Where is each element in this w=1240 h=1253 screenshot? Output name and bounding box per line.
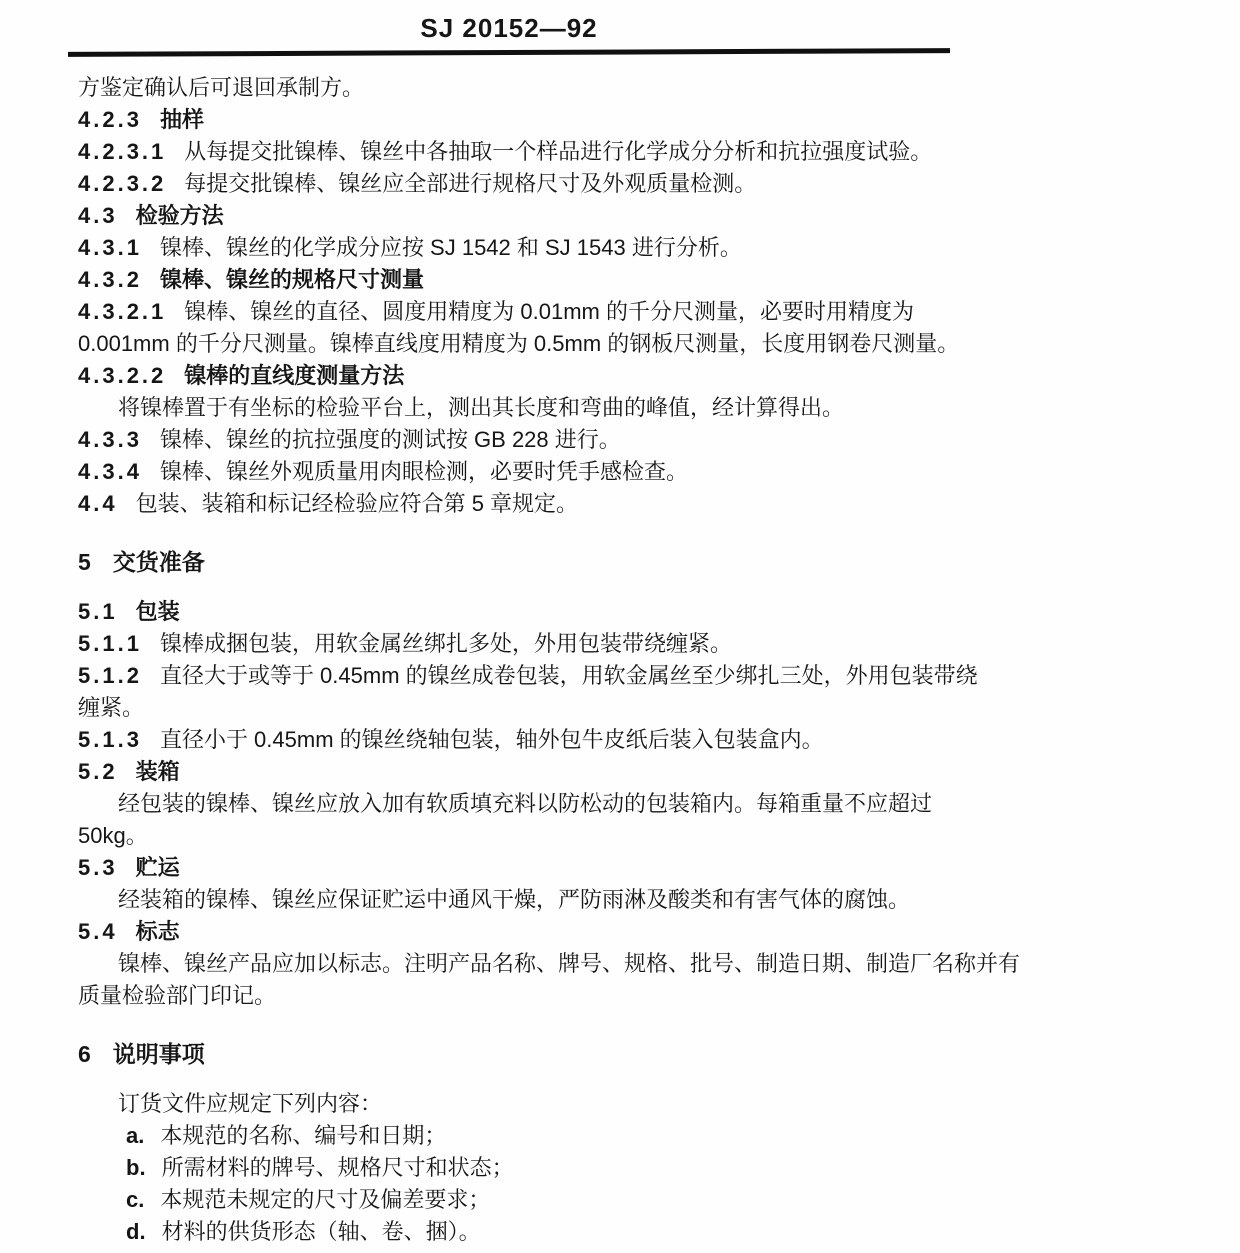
clause-paragraph xyxy=(78,488,950,520)
line-text: 订货文件应规定下列内容： xyxy=(118,1091,383,1116)
line-text: 方鉴定确认后可退回承制方。 xyxy=(78,75,365,100)
line-text: 贮运 xyxy=(135,855,180,880)
line-text: 交货准备 xyxy=(112,549,205,575)
clause-number: 4.2.3 xyxy=(78,107,142,132)
clause-paragraph xyxy=(78,296,950,328)
line-text: 缠紧。 xyxy=(78,695,145,720)
clause-heading xyxy=(78,916,950,948)
clause-number: 5.1 xyxy=(78,599,118,624)
clause-number: 5.4 xyxy=(78,919,118,944)
line-text: 所需材料的牌号、规格尺寸和状态； xyxy=(161,1155,514,1180)
clause-number: 4.3.1 xyxy=(78,235,142,260)
line-text: 每提交批镍棒、镍丝应全部进行规格尺寸及外观质量检测。 xyxy=(184,171,757,196)
line-text: 本规范的名称、编号和日期； xyxy=(160,1123,447,1148)
list-marker: a. xyxy=(126,1123,145,1148)
line-text: 直径大于或等于 0.45mm 的镍丝成卷包装，用软金属丝至少绑扎三处，外用包装带绕 xyxy=(159,663,978,688)
clause-number: 4.4 xyxy=(78,491,118,516)
clause-number: 4.3.2.1 xyxy=(78,299,167,324)
clause-number: 4.2.3.2 xyxy=(78,171,167,196)
paragraph xyxy=(78,692,950,724)
clause-number: 4.3.2.2 xyxy=(78,363,167,388)
list-marker: d. xyxy=(126,1219,146,1244)
line-text: 镍棒、镍丝的直径、圆度用精度为 0.01mm 的千分尺测量，必要时用精度为 xyxy=(184,299,914,324)
clause-number: 5.1.1 xyxy=(78,631,142,656)
paragraph xyxy=(78,328,960,360)
line-text: 材料的供货形态（轴、卷、捆）。 xyxy=(161,1219,481,1244)
line-text: 镍棒、镍丝的化学成分应按 SJ 1542 和 SJ 1543 进行分析。 xyxy=(159,235,742,260)
standard-number: SJ 20152—92 xyxy=(420,13,598,43)
section-heading xyxy=(78,546,950,578)
line-text: 包装、装箱和标记经检验应符合第 5 章规定。 xyxy=(135,491,579,516)
line-text: 包装 xyxy=(135,599,180,624)
line-text: 从每提交批镍棒、镍丝中各抽取一个样品进行化学成分分析和抗拉强度试验。 xyxy=(184,139,933,164)
clause-paragraph xyxy=(78,456,950,488)
line-text: 说明事项 xyxy=(112,1041,205,1067)
clause-heading xyxy=(78,596,950,628)
list-item xyxy=(78,1216,950,1248)
paragraph xyxy=(78,948,1021,980)
clause-number: 5.1.3 xyxy=(78,727,142,752)
clause-paragraph xyxy=(78,660,978,692)
clause-paragraph xyxy=(78,424,950,456)
clause-number: 5 xyxy=(78,549,91,575)
paragraph xyxy=(78,72,950,104)
clause-paragraph xyxy=(78,136,950,168)
line-text: 镍棒成捆包装，用软金属丝绑扎多处，外用包装带绕缠紧。 xyxy=(159,631,732,656)
clause-number: 4.3 xyxy=(78,203,118,228)
line-text: 镍棒的直线度测量方法 xyxy=(184,363,405,388)
line-text: 将镍棒置于有坐标的检验平台上，测出其长度和弯曲的峰值，经计算得出。 xyxy=(118,395,845,420)
line-text: 镍棒、镍丝的抗拉强度的测试按 GB 228 进行。 xyxy=(159,427,621,452)
header-rule xyxy=(68,48,950,57)
line-text: 标志 xyxy=(135,919,180,944)
clause-heading xyxy=(78,360,950,392)
document-body xyxy=(68,72,1021,1248)
clause-heading xyxy=(78,756,950,788)
paragraph xyxy=(78,884,950,916)
line-text: 镍棒、镍丝的规格尺寸测量 xyxy=(159,267,424,292)
line-text: 镍棒、镍丝外观质量用肉眼检测，必要时凭手感检查。 xyxy=(159,459,688,484)
clause-heading xyxy=(78,200,950,232)
paragraph xyxy=(78,980,950,1012)
list-item xyxy=(78,1152,950,1184)
line-text: 经包装的镍棒、镍丝应放入加有软质填充料以防松动的包装箱内。每箱重量不应超过 xyxy=(118,791,933,816)
line-text: 直径小于 0.45mm 的镍丝绕轴包装，轴外包牛皮纸后装入包装盒内。 xyxy=(159,727,824,752)
line-text: 经装箱的镍棒、镍丝应保证贮运中通风干燥，严防雨淋及酸类和有害气体的腐蚀。 xyxy=(118,887,911,912)
line-text: 装箱 xyxy=(135,759,180,784)
section-heading xyxy=(78,1038,950,1070)
clause-heading xyxy=(78,852,950,884)
line-text: 0.001mm 的千分尺测量。镍棒直线度用精度为 0.5mm 的钢板尺测量，长度用钢卷尺测量。 xyxy=(78,331,960,356)
clause-heading xyxy=(78,104,950,136)
list-item xyxy=(78,1184,950,1216)
line-text: 本规范未规定的尺寸及偏差要求； xyxy=(160,1187,491,1212)
paragraph xyxy=(78,788,950,820)
clause-number: 4.3.3 xyxy=(78,427,142,452)
paragraph xyxy=(78,1088,950,1120)
clause-number: 4.3.2 xyxy=(78,267,142,292)
clause-number: 4.2.3.1 xyxy=(78,139,167,164)
clause-number: 4.3.4 xyxy=(78,459,142,484)
clause-paragraph xyxy=(78,168,950,200)
line-text: 抽样 xyxy=(159,107,204,132)
line-text: 镍棒、镍丝产品应加以标志。注明产品名称、牌号、规格、批号、制造日期、制造厂名称并有 xyxy=(118,951,1021,976)
line-text: 50kg。 xyxy=(78,823,148,848)
paragraph xyxy=(78,392,950,424)
clause-paragraph xyxy=(78,628,950,660)
list-marker: b. xyxy=(126,1155,146,1180)
clause-number: 6 xyxy=(78,1041,91,1067)
clause-number: 5.2 xyxy=(78,759,118,784)
line-text: 检验方法 xyxy=(135,203,224,228)
line-text: 质量检验部门印记。 xyxy=(78,983,277,1008)
clause-paragraph xyxy=(78,232,950,264)
page-header xyxy=(68,12,950,55)
clause-number: 5.1.2 xyxy=(78,663,142,688)
paragraph xyxy=(78,820,950,852)
list-item xyxy=(78,1120,950,1152)
clause-paragraph xyxy=(78,724,950,756)
clause-heading xyxy=(78,264,950,296)
clause-number: 5.3 xyxy=(78,855,118,880)
list-marker: c. xyxy=(126,1187,145,1212)
